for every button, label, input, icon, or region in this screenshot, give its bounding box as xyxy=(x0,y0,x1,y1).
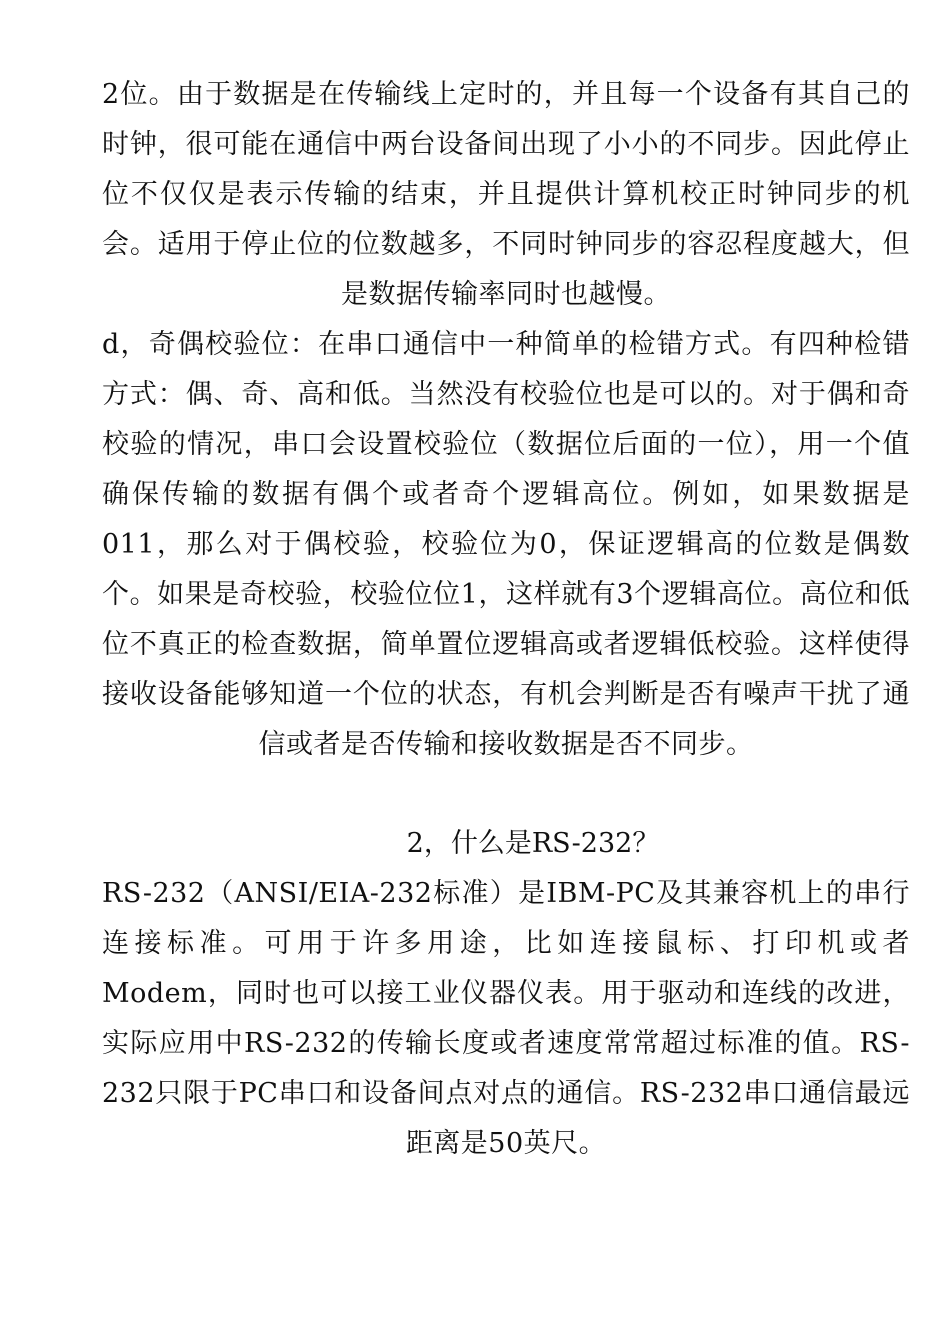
paragraph-parity-bit: d，奇偶校验位：在串口通信中一种简单的检错方式。有四种检错方式：偶、奇、高和低。当然没有校验位也是可以的。对于偶和奇校验的情况，串口会设置校验位（数据位后面的一位），用一个值确保传输的数据有偶个或者奇个逻辑高位。例如，如果数据是011，那么对于偶校验，校验位为0，保证逻辑高的位数是偶数个。如果是奇校验，校验位位1，这样就有3个逻辑高位。高位和低位不真正的检查数据，简单置位逻辑高或者逻辑低校验。这样使得接收设备能够知道一个位的状态，有机会判断是否有噪声干扰了通信或者是否传输和接收数据是否不同步。 xyxy=(102,329,910,760)
section-heading-rs232: 2，什么是RS-232？ xyxy=(406,828,660,859)
section-gap xyxy=(102,770,910,819)
document-body xyxy=(102,70,910,1169)
paragraph-stop-bit: 2位。由于数据是在传输线上定时的，并且每一个设备有其自己的时钟，很可能在通信中两台设备间出现了小小的不同步。因此停止位不仅仅是表示传输的结束，并且提供计算机校正时钟同步的机会。适用于停止位的位数越多，不同时钟同步的容忍程度越大，但是数据传输率同时也越慢。 xyxy=(102,79,910,310)
paragraph-rs232: RS-232（ANSI/EIA-232标准）是IBM-PC及其兼容机上的串行连接标准。可用于许多用途，比如连接鼠标、打印机或者Modem，同时也可以接工业仪器仪表。用于驱动和连线的改进，实际应用中RS-232的传输长度或者速度常常超过标准的值。RS-232只限于PC串口和设备间点对点的通信。RS-232串口通信最远距离是50英尺。 xyxy=(102,878,910,1159)
